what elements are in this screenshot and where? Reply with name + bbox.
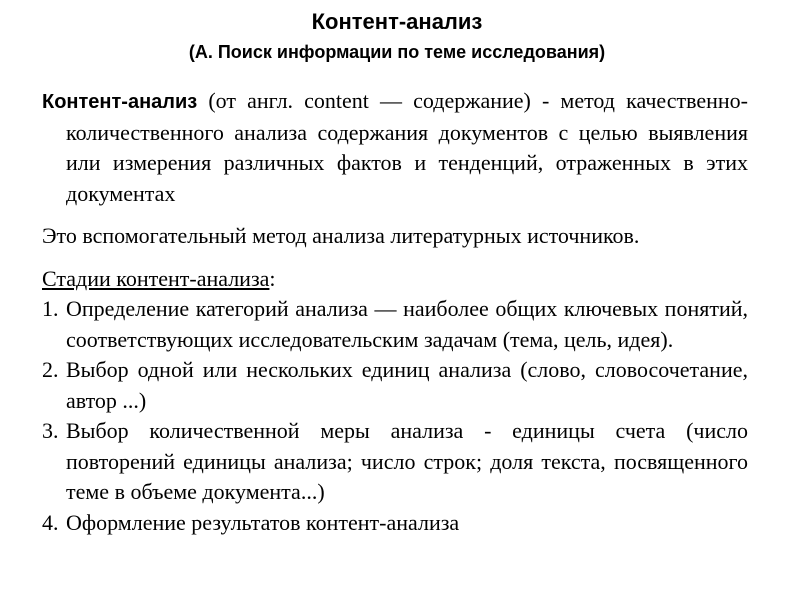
list-item-number: 3.	[42, 418, 59, 443]
list-item-text: Определение категорий анализа — наиболее общих ключевых понятий, соответствующих исследовательским задачам (тема, цель, идея).	[66, 296, 748, 352]
list-item	[42, 294, 748, 355]
stages-heading	[42, 264, 748, 295]
stages-heading-text: Стадии контент-анализа	[42, 265, 270, 291]
list-item-number: 2.	[42, 357, 59, 382]
stages-heading-colon: :	[269, 265, 276, 291]
list-item-number: 1.	[42, 296, 59, 321]
list-item-text: Выбор одной или нескольких единиц анализа (слово, словосочетание, автор ...)	[66, 357, 748, 413]
slide-subtitle: (А. Поиск информации по теме исследования)	[188, 42, 606, 62]
list-item-text: Оформление результатов контент-анализа	[66, 509, 460, 535]
list-item-number: 4.	[42, 509, 59, 535]
list-item	[42, 355, 748, 416]
list-item	[42, 508, 748, 539]
definition-paragraph	[42, 86, 748, 209]
definition-term: Контент-анализ	[42, 91, 198, 113]
slide-title: Контент-анализ	[311, 9, 483, 34]
list-item	[42, 416, 748, 508]
definition-text: (от англ. content — содержание) - метод качественно-количественного анализа содержания документов с целью выявления или измерения различных фактов и тенденций, отраженных в этих документах	[66, 88, 748, 206]
stages-list	[42, 294, 748, 538]
note-paragraph: Это вспомогательный метод анализа литературных источников.	[42, 223, 640, 248]
list-item-text: Выбор количественной меры анализа - единицы счета (число повторений единицы анализа; число строк; доля текста, посвященного теме в объеме документа...)	[66, 418, 748, 504]
slide-body	[42, 86, 748, 538]
